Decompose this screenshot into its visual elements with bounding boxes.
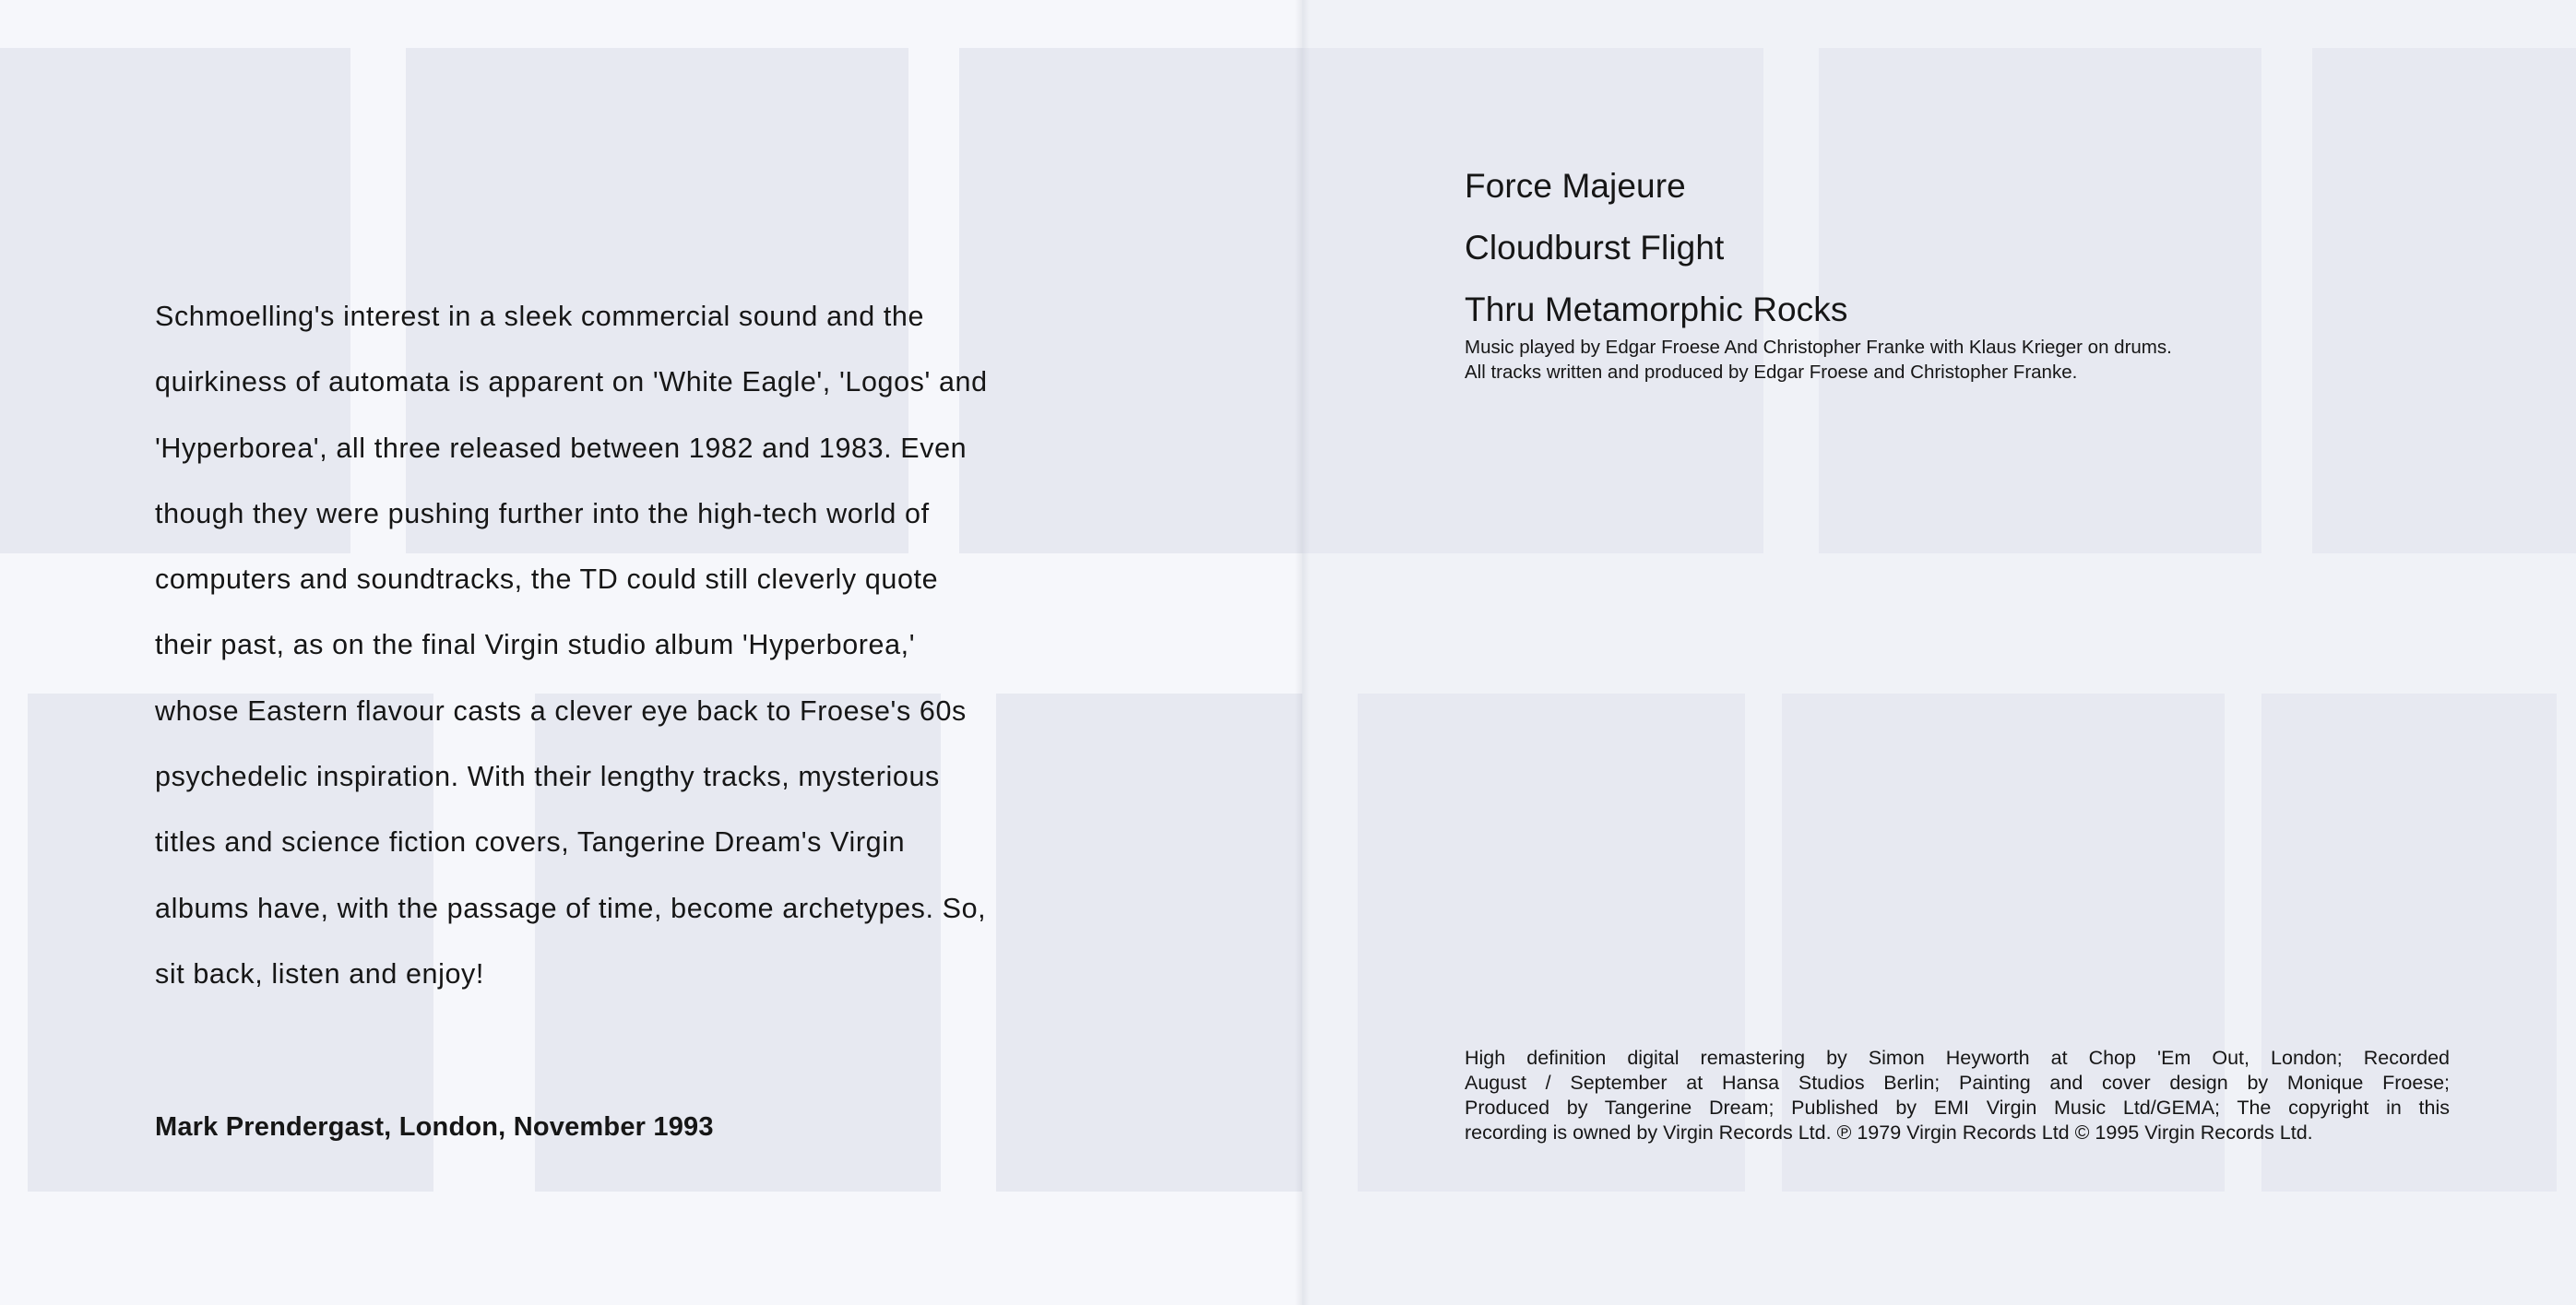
track-list	[1465, 155, 1848, 340]
essay-line: quirkiness of automata is apparent on 'White Eagle', 'Logos' and	[155, 366, 988, 398]
booklet-fold	[1295, 0, 1310, 1305]
author-signature: Mark Prendergast, London, November 1993	[155, 1112, 714, 1142]
essay-line: whose Eastern flavour casts a clever eye back to Froese's 60s	[155, 694, 967, 727]
track-title: Cloudburst Flight	[1465, 229, 1725, 267]
show-through-panel	[1819, 48, 2261, 553]
essay-text	[155, 284, 1127, 1007]
essay-line: Schmoelling's interest in a sleek commercial sound and the	[155, 301, 925, 332]
musician-credit-line: All tracks written and produced by Edgar Froese and Christopher Franke.	[1465, 362, 2078, 383]
production-credit-line: Produced by Tangerine Dream; Published by EMI Virgin Music Ltd/GEMA; The copyright in this	[1465, 1097, 2450, 1119]
essay-line: though they were pushing further into the high-tech world of	[155, 497, 930, 529]
essay-line: sit back, listen and enjoy!	[155, 957, 484, 990]
essay-line: titles and science fiction covers, Tangerine Dream's Virgin	[155, 826, 906, 859]
essay-line: 'Hyperborea', all three released between 1982 and 1983. Even	[155, 432, 967, 464]
production-credit-line: recording is owned by Virgin Records Ltd. ℗ 1979 Virgin Records Ltd © 1995 Virgin Records Ltd.	[1465, 1121, 2313, 1144]
track-title: Thru Metamorphic Rocks	[1465, 291, 1848, 328]
essay-line: psychedelic inspiration. With their lengthy tracks, mysterious	[155, 761, 940, 793]
essay-line: their past, as on the final Virgin studio album 'Hyperborea,'	[155, 629, 916, 661]
essay-line: albums have, with the passage of time, become archetypes. So,	[155, 892, 987, 924]
production-credits	[1465, 1046, 2450, 1145]
production-credit-line: High definition digital remastering by Simon Heyworth at Chop 'Em Out, London; Recorded	[1465, 1047, 2450, 1069]
essay-line: computers and soundtracks, the TD could still cleverly quote	[155, 564, 939, 596]
production-credit-line: August / September at Hansa Studios Berlin; Painting and cover design by Monique Froese;	[1465, 1072, 2450, 1094]
musician-credits	[1465, 335, 2387, 385]
show-through-panel	[2312, 48, 2576, 553]
track-title: Force Majeure	[1465, 167, 1686, 205]
musician-credit-line: Music played by Edgar Froese And Christopher Franke with Klaus Krieger on drums.	[1465, 337, 2172, 358]
